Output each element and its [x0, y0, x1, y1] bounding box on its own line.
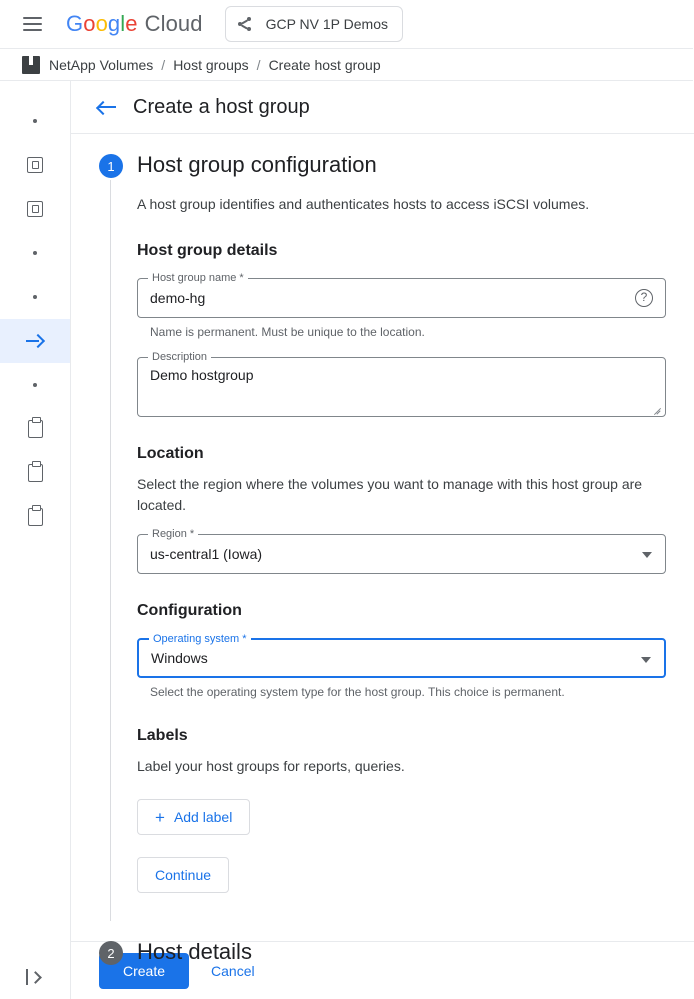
project-selector-icon: [236, 14, 256, 34]
chevron-down-icon[interactable]: [642, 552, 652, 558]
step-connector-line: [110, 180, 111, 921]
section-heading-labels: Labels: [137, 727, 188, 744]
location-paragraph: Select the region where the volumes you want to manage with this host group are located.: [137, 476, 643, 513]
left-nav-rail: [0, 81, 71, 999]
storage-pool-icon: [27, 157, 43, 173]
add-label-button[interactable]: [137, 799, 250, 835]
rail-item-5[interactable]: [0, 275, 70, 319]
hamburger-bar: [23, 29, 42, 31]
logo-cloud-text: Cloud: [144, 11, 203, 36]
operating-system-label: Operating system *: [149, 633, 251, 645]
host-groups-icon: [26, 332, 44, 350]
report-icon: [28, 464, 43, 482]
textarea-resize-handle[interactable]: [653, 404, 662, 413]
expand-panel-button[interactable]: [0, 969, 70, 985]
add-label-button-text: Add label: [173, 809, 233, 825]
rail-item-storage-pools[interactable]: [0, 143, 70, 187]
operating-system-value: Windows: [151, 650, 208, 666]
logo-letter: g: [107, 11, 121, 36]
create-button[interactable]: Create: [99, 953, 189, 989]
hamburger-bar: [23, 23, 42, 25]
rail-item-4[interactable]: [0, 231, 70, 275]
dot-icon: [33, 251, 37, 255]
region-label: Region *: [148, 528, 198, 540]
report-icon: [28, 420, 43, 438]
step-title: Host details: [137, 939, 252, 964]
step-title: Host group configuration: [137, 152, 377, 177]
step-body: [137, 921, 694, 965]
logo-letter: l: [120, 11, 126, 36]
breadcrumb: [0, 48, 693, 81]
dot-icon: [33, 119, 37, 123]
google-cloud-logo[interactable]: [66, 11, 203, 37]
cancel-button[interactable]: Cancel: [199, 953, 267, 989]
step-number-badge: 1: [99, 154, 123, 178]
step-number-badge: 2: [99, 941, 123, 965]
dot-icon: [33, 295, 37, 299]
step-description: A host group identifies and authenticates hosts to access iSCSI volumes.: [137, 196, 590, 212]
page-body: [0, 81, 693, 999]
host-group-name-helper-text: Name is permanent. Must be unique to the location.: [150, 325, 425, 339]
top-app-bar: [0, 0, 693, 48]
step-body: [137, 134, 694, 921]
back-arrow-icon: [97, 98, 117, 116]
section-heading-host-group-details: Host group details: [137, 242, 278, 259]
rail-item-volumes[interactable]: [0, 187, 70, 231]
continue-button-text: Continue: [155, 867, 212, 883]
logo-letter: o: [95, 11, 108, 36]
breadcrumb-item-host-groups[interactable]: Host groups: [173, 56, 249, 73]
rail-item-8[interactable]: [0, 407, 70, 451]
page-header: [71, 81, 694, 134]
operating-system-field[interactable]: [137, 633, 666, 699]
step-host-group-configuration: [71, 134, 694, 921]
hamburger-bar: [23, 17, 42, 19]
back-button[interactable]: [89, 89, 125, 125]
operating-system-helper-text: Select the operating system type for the host group. This choice is permanent.: [150, 685, 565, 699]
description-label: Description: [148, 351, 211, 363]
host-group-name-input-outline[interactable]: [137, 272, 666, 318]
netapp-volumes-icon: [22, 56, 40, 74]
section-heading-configuration: Configuration: [137, 602, 242, 619]
hamburger-icon[interactable]: [12, 4, 52, 44]
dot-icon: [33, 383, 37, 387]
form-scroll-area[interactable]: [71, 134, 694, 964]
continue-button[interactable]: [137, 857, 229, 893]
logo-letter: G: [66, 11, 84, 36]
chevron-down-icon[interactable]: [641, 657, 651, 663]
breadcrumb-item-create-host-group[interactable]: Create host group: [268, 56, 381, 73]
step-gutter: [99, 134, 137, 921]
rail-item-10[interactable]: [0, 495, 70, 539]
volume-icon: [27, 201, 43, 217]
plus-icon: +: [155, 807, 165, 827]
breadcrumb-separator: /: [256, 56, 261, 73]
section-heading-location: Location: [137, 445, 204, 462]
host-group-name-value: demo-hg: [150, 290, 206, 306]
region-field[interactable]: [137, 528, 666, 574]
rail-item-7[interactable]: [0, 363, 70, 407]
step-host-details[interactable]: [71, 921, 694, 965]
help-outline-icon[interactable]: ?: [635, 289, 653, 307]
main-content: [71, 81, 694, 999]
report-icon: [28, 508, 43, 526]
description-field[interactable]: [137, 351, 666, 417]
project-selector[interactable]: [225, 6, 403, 42]
host-group-name-label: Host group name *: [148, 272, 248, 284]
host-group-name-field[interactable]: [137, 272, 666, 339]
project-selector-label: GCP NV 1P Demos: [265, 16, 388, 32]
description-textarea-outline[interactable]: [137, 351, 666, 417]
step-gutter: [99, 921, 137, 965]
logo-letter: o: [83, 11, 96, 36]
rail-item-1[interactable]: [0, 99, 70, 143]
operating-system-select-outline[interactable]: [137, 633, 666, 678]
rail-item-9[interactable]: [0, 451, 70, 495]
expand-panel-icon: [26, 969, 44, 985]
page-title: Create a host group: [133, 95, 310, 118]
description-value: Demo hostgroup: [150, 367, 254, 383]
breadcrumb-separator: /: [161, 56, 166, 73]
breadcrumb-item-netapp-volumes[interactable]: NetApp Volumes: [49, 56, 154, 73]
region-value: us-central1 (Iowa): [150, 546, 263, 562]
labels-paragraph: Label your host groups for reports, queries.: [137, 758, 405, 774]
region-select-outline[interactable]: [137, 528, 666, 574]
rail-item-host-groups[interactable]: [0, 319, 70, 363]
logo-letter: e: [125, 11, 138, 36]
